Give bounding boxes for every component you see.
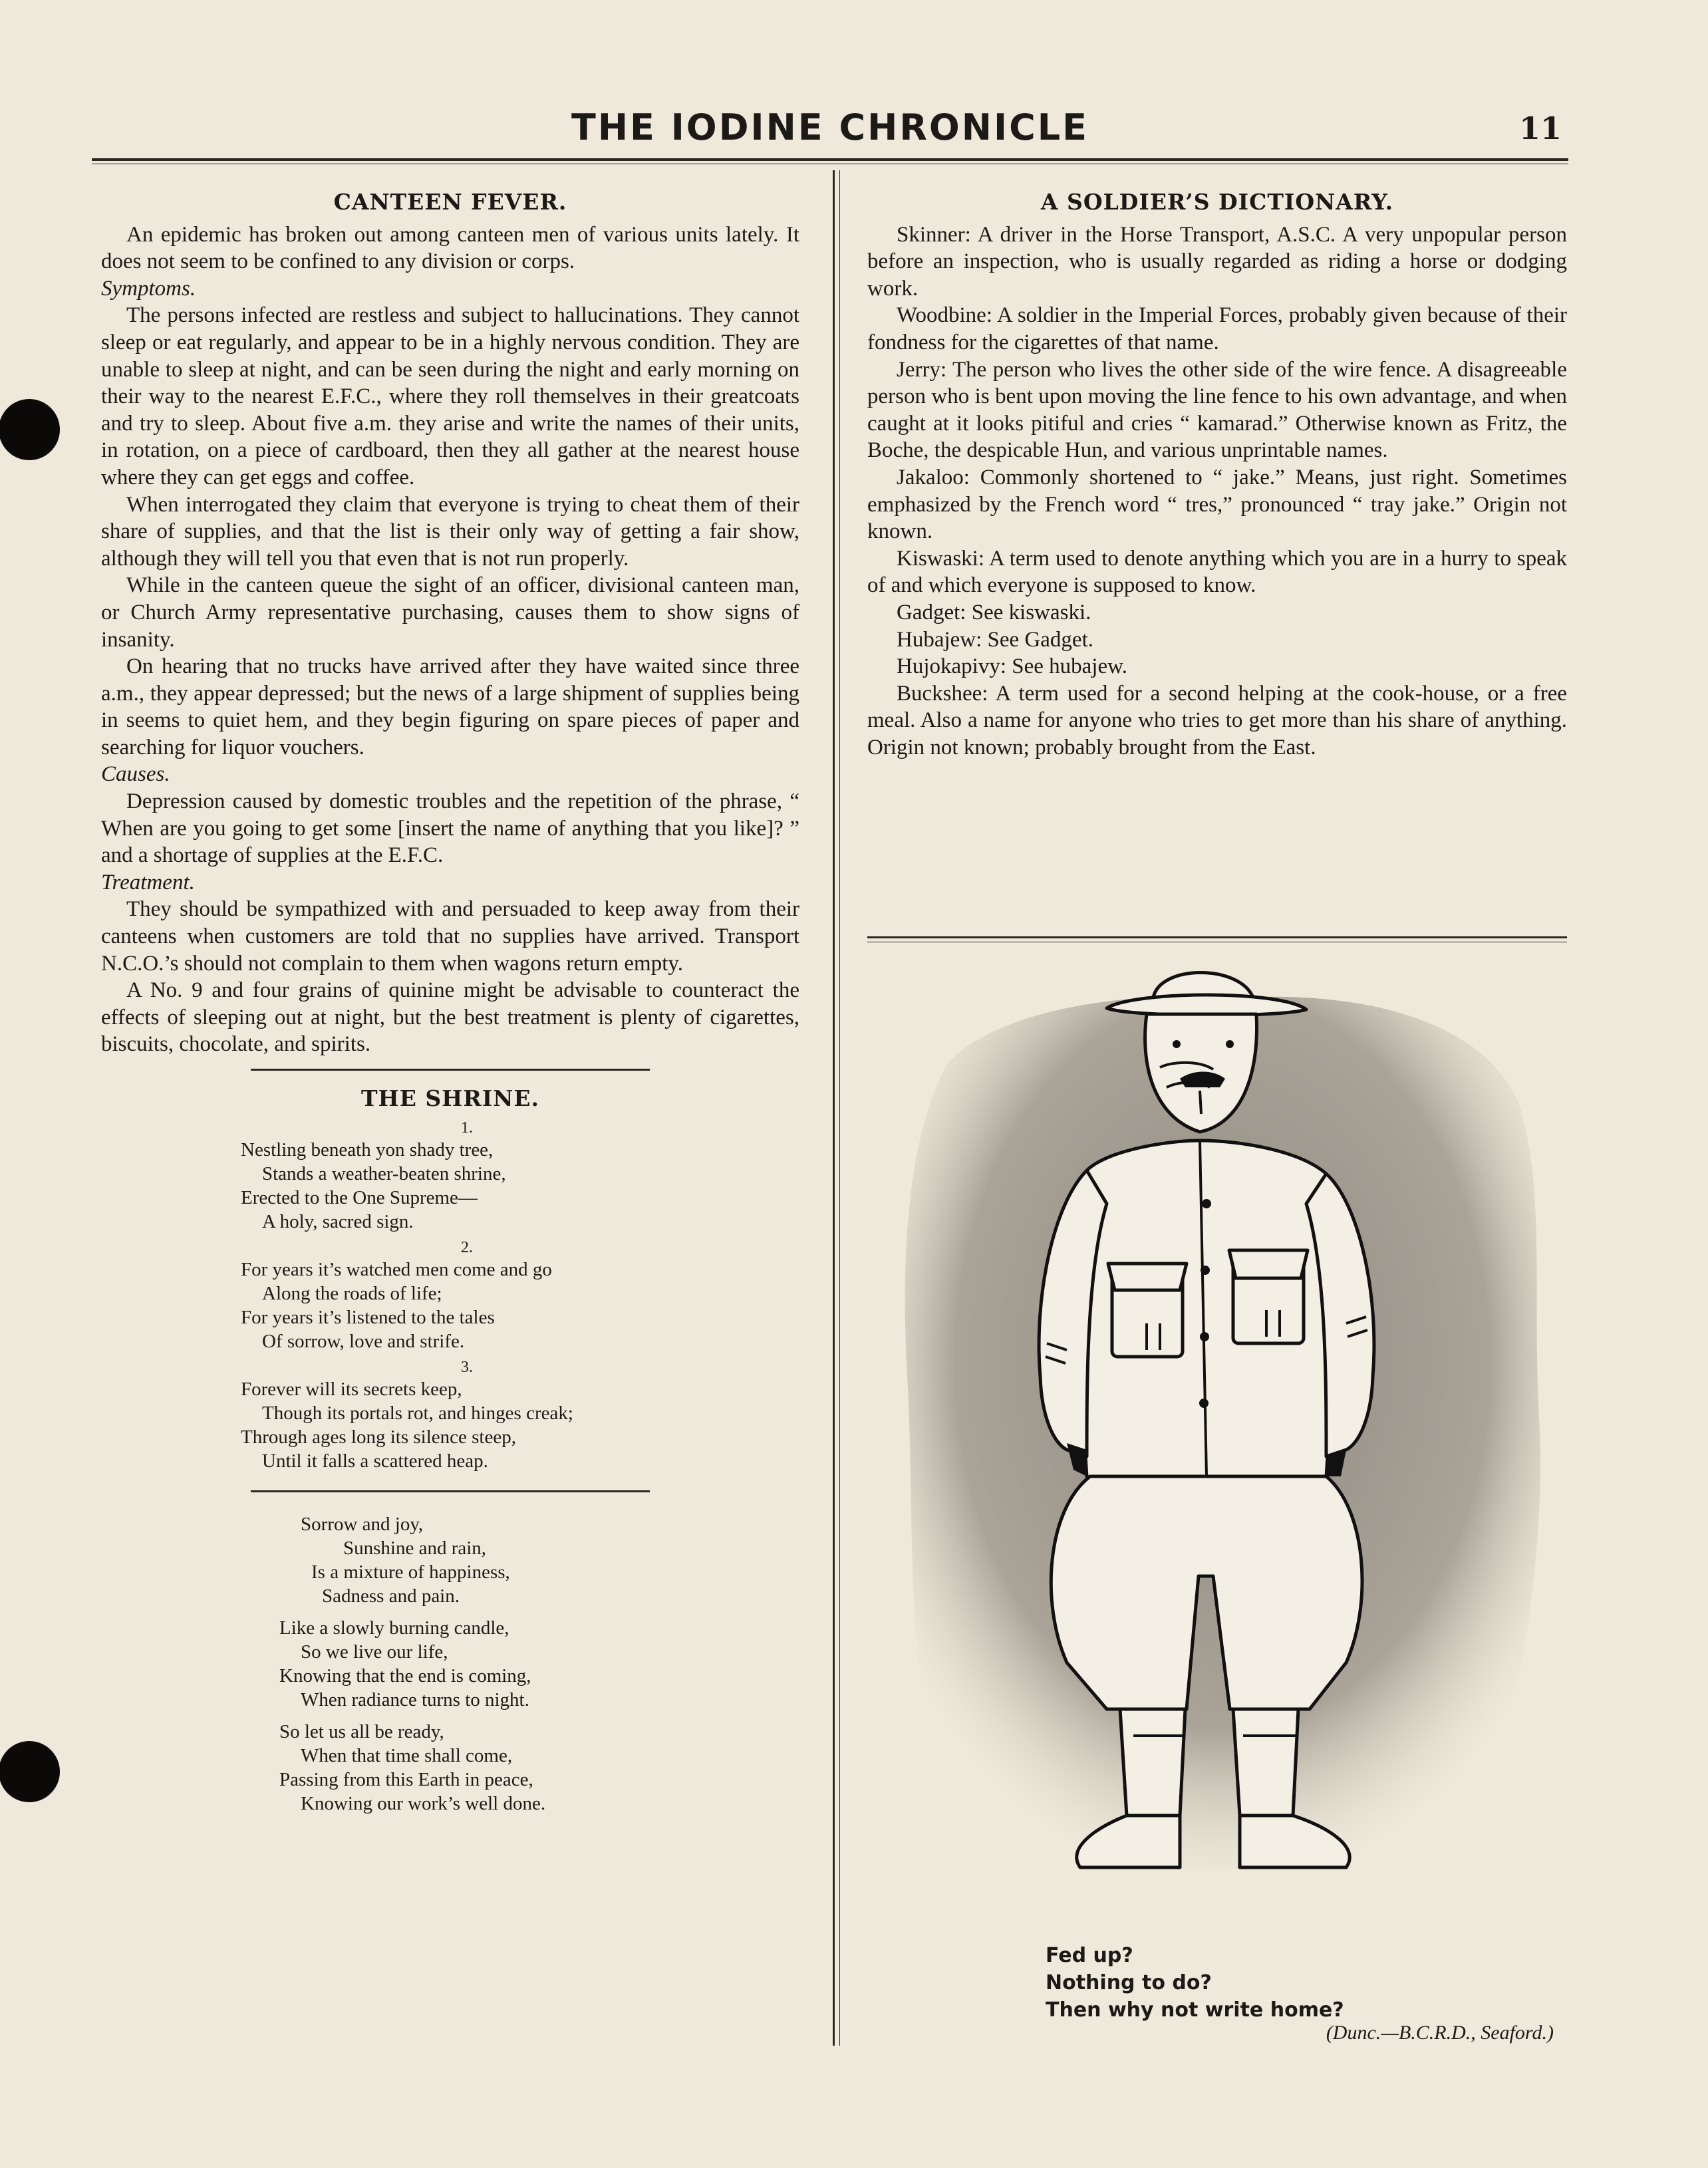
right-column bbox=[867, 189, 1567, 761]
masthead-title: THE IODINE CHRONICLE bbox=[571, 106, 1089, 148]
poem-line: Knowing that the end is coming, bbox=[279, 1665, 531, 1687]
poem-line: When radiance turns to night. bbox=[301, 1689, 529, 1710]
dictionary-entry: Kiswaski: A term used to denote anything which you are in a hurry to speak of and which everyone is supposed to know. bbox=[867, 546, 1567, 598]
dictionary-entry: Buckshee: A term used for a second helping at the cook-house, or a free meal. Also a name for anyone who tries to get more than his share of anything. Origin not known; probably brought from the East. bbox=[867, 681, 1567, 759]
poem-line: Like a slowly burning candle, bbox=[279, 1617, 509, 1639]
caption-line: Then why not write home? bbox=[1046, 1998, 1344, 2022]
canteen-fever-intro: An epidemic has broken out among canteen men of various units lately. It does not seem to be confined to any division or corps. bbox=[101, 222, 799, 274]
poem-line: For years it’s watched men come and go bbox=[241, 1258, 552, 1280]
shrine-poem bbox=[241, 1118, 693, 1473]
poem-line: Of sorrow, love and strife. bbox=[262, 1330, 465, 1352]
dictionary-entry: Skinner: A driver in the Horse Transport, A.S.C. A very unpopular person before an inspection, who is usually regarded as riding a horse or dodging work. bbox=[867, 222, 1567, 301]
poem-line: Is a mixture of happiness, bbox=[311, 1561, 510, 1583]
poem-line: Sadness and pain. bbox=[322, 1585, 460, 1607]
symptoms-paragraph: On hearing that no trucks have arrived after they have waited since three a.m., they appear depressed; but the news of a large shipment of supplies being in seems to quiet hem, and they begin figuring on spare pieces of paper and searching for liquor vouchers. bbox=[101, 654, 799, 759]
caption-line: Nothing to do? bbox=[1046, 1971, 1212, 1994]
poem-stanza bbox=[279, 1512, 705, 1608]
caption-line: Fed up? bbox=[1046, 1944, 1133, 1967]
poem-line: Erected to the One Supreme— bbox=[241, 1186, 478, 1208]
poem-stanza bbox=[279, 1720, 705, 1816]
cartoon-caption bbox=[1046, 1942, 1344, 2024]
dictionary-entry: Hubajew: See Gadget. bbox=[897, 627, 1093, 652]
poem-line: When that time shall come, bbox=[301, 1744, 513, 1766]
dictionary-entry: Jakaloo: Commonly shortened to “ jake.” Means, just right. Sometimes emphasized by the French word “ tres,” pronounced “ tray jake.” Origin not known. bbox=[867, 465, 1567, 544]
canteen-fever-title: CANTEEN FEVER. bbox=[333, 189, 567, 215]
treatment-heading: Treatment. bbox=[101, 870, 195, 894]
symptoms-paragraph: When interrogated they claim that everyone is trying to cheat them of their share of supplies, and that the list is their only way of getting a fair show, although they will tell you that even that is not run properly. bbox=[101, 492, 799, 571]
causes-heading: Causes. bbox=[101, 762, 170, 787]
stanza-number: 1. bbox=[461, 1119, 473, 1137]
dictionary-title: A SOLDIER’S DICTIONARY. bbox=[1040, 189, 1394, 215]
poem-line: Nestling beneath yon shady tree, bbox=[241, 1139, 494, 1160]
section-divider bbox=[251, 1490, 650, 1492]
poem-line: Sorrow and joy, bbox=[301, 1513, 424, 1535]
punch-hole-lower bbox=[0, 1741, 60, 1802]
dictionary-entry: Woodbine: A soldier in the Imperial Forces, probably given because of their fondness for the cigarettes of that name. bbox=[867, 303, 1567, 354]
poem-line: So we live our life, bbox=[301, 1641, 448, 1663]
causes-paragraph: Depression caused by domestic troubles and the repetition of the phrase, “ When are you going to get some [insert the name of anything that you like]? ” and a shortage of supplies at the E.F.C. bbox=[101, 789, 799, 868]
poem-stanza bbox=[279, 1616, 705, 1712]
shrine-title: THE SHRINE. bbox=[360, 1085, 540, 1111]
poem-line: Knowing our work’s well done. bbox=[301, 1792, 546, 1814]
untitled-poem bbox=[279, 1512, 705, 1816]
symptoms-paragraph: While in the canteen queue the sight of an officer, divisional canteen man, or Church Army representative purchasing, causes them to show signs of insanity. bbox=[101, 573, 799, 652]
poem-line: Stands a weather-beaten shrine, bbox=[262, 1162, 506, 1184]
symptoms-paragraph: The persons infected are restless and subject to hallucinations. They cannot sleep or eat regularly, and appear to be in a highly nervous condition. They are unable to sleep at night, and can be seen during the night and early morning on their way to the nearest E.F.C., where they roll themselves in their greatcoats and try to sleep. About five a.m. they arise and write the names of their units, in rotation, on a piece of cardboard, then they all gather at the nearest house where they can get eggs and coffee. bbox=[101, 303, 799, 489]
poem-line: Passing from this Earth in peace, bbox=[279, 1768, 533, 1790]
poem-line: Forever will its secrets keep, bbox=[241, 1378, 462, 1400]
poem-line: Until it falls a scattered heap. bbox=[262, 1450, 488, 1472]
treatment-paragraph: A No. 9 and four grains of quinine might be advisable to counteract the effects of sleeping out at night, but the best treatment is plenty of cigarettes, biscuits, chocolate, and spirits. bbox=[101, 978, 799, 1057]
punch-hole-upper bbox=[0, 399, 60, 460]
symptoms-heading: Symptoms. bbox=[101, 276, 196, 301]
dictionary-entry: Hujokapivy: See hubajew. bbox=[897, 654, 1128, 679]
stanza-number: 2. bbox=[461, 1238, 473, 1256]
illustration-rule bbox=[867, 936, 1567, 938]
poem-line: For years it’s listened to the tales bbox=[241, 1306, 495, 1328]
left-column bbox=[101, 189, 799, 1824]
poem-line: So let us all be ready, bbox=[279, 1720, 444, 1742]
treatment-paragraph: They should be sympathized with and persuaded to keep away from their canteens when customers are told that no supplies have arrived. Transport N.C.O.’s should not complain to them when wagons return empty. bbox=[101, 897, 799, 976]
column-divider-thin bbox=[839, 170, 840, 2046]
soldier-cartoon-illustration bbox=[867, 951, 1567, 1962]
stanza-number: 3. bbox=[461, 1358, 473, 1376]
poem-line: Along the roads of life; bbox=[262, 1282, 442, 1304]
poem-line: Through ages long its silence steep, bbox=[241, 1426, 516, 1448]
dictionary-entry: Gadget: See kiswaski. bbox=[897, 600, 1091, 624]
cartoon-credit: (Dunc.—B.C.R.D., Seaford.) bbox=[1326, 2022, 1554, 2044]
dictionary-entry: Jerry: The person who lives the other side of the wire fence. A disagreeable person who is bent upon moving the line fence to his own advantage, and when caught at it looks pitiful and cries “ kamarad.” Otherwise known as Fritz, the Boche, the despicable Hun, and various unprintable names. bbox=[867, 357, 1567, 463]
poem-line: Sunshine and rain, bbox=[343, 1537, 487, 1559]
section-divider bbox=[251, 1069, 650, 1071]
header-rule bbox=[92, 158, 1568, 161]
column-divider bbox=[833, 170, 835, 2046]
poem-line: Though its portals rot, and hinges creak; bbox=[262, 1402, 573, 1424]
poem-line: A holy, sacred sign. bbox=[262, 1210, 414, 1232]
page-number: 11 bbox=[1518, 110, 1562, 146]
